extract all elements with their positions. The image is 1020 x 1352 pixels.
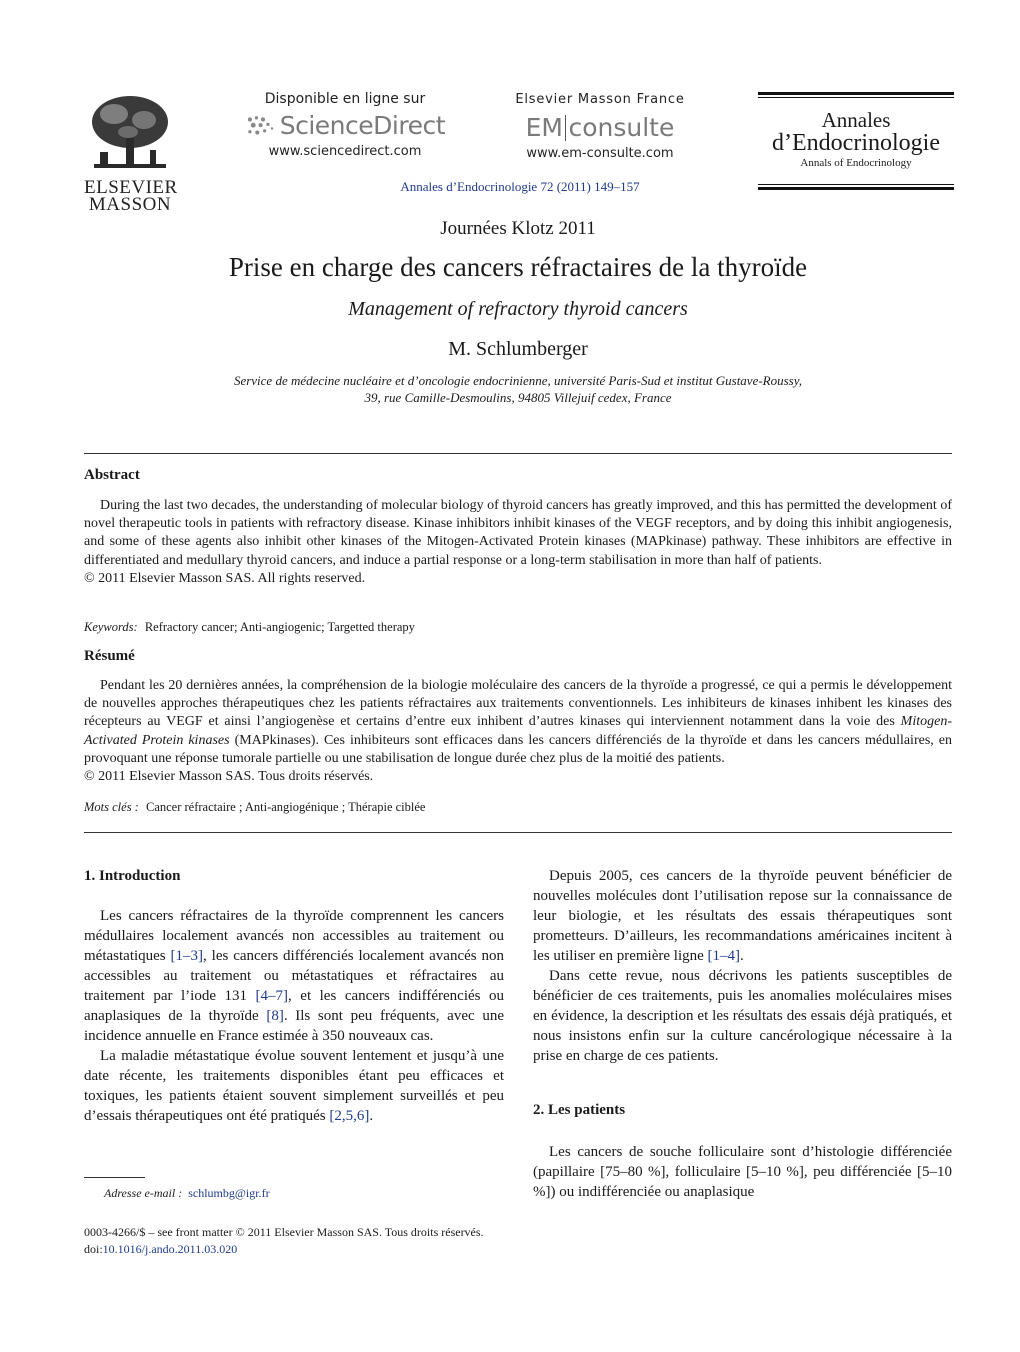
abstract-text: During the last two decades, the understanding of molecular biology of thyroid cancers has greatly improved, and this has permitted the development of novel therapeutic tools in patients with refractory disease. Kinase inhibitors inhibit kinases of the VEGF receptors, and by doing this inhibit angiogenesis, and some of these agents also inhibit other kinases of the Mitogen-Activated Protein kinases (MAPkinase) pathway. These inhibitors are effective in differentiated and medullary thyroid cancers, and induce a partial response or a long-term stabilisation in more than half of patients. xyxy=(84,498,952,568)
patients-body xyxy=(533,1142,952,1202)
mots-cles-list: Cancer réfractaire ; Anti-angiogénique ; Thérapie ciblée xyxy=(145,800,426,814)
email-label: Adresse e-mail : xyxy=(104,1186,183,1200)
abstract-heading: Abstract xyxy=(84,467,140,483)
journal-subtitle: Annals of Endocrinology xyxy=(800,157,912,169)
em-url[interactable]: www.em-consulte.com xyxy=(526,146,674,161)
em-publisher: Elsevier Masson France xyxy=(515,92,685,107)
resume-text: Pendant les 20 dernières années, la compréhension de la biologie moléculaire des cancers de la thyroïde a progressé, ce qui a permis le développement de nouvelles approches thérapeutiques chez les patients réfractaires aux traitements conventionnels. Les inhibiteurs de kinases inhibent les kinases des récepteurs au VEGF et ainsi l’angiogenèse et certains d’entre eux inhibent d’autres kinases qui interviennent notamment dans la voie des Mitogen-Activated Protein kinases (MAPkinases). Ces inhibiteurs sont efficaces dans les cancers différenciés de la thyroïde et dans les cancers médullaires, en provoquant une réponse tumorale partielle ou une stabilisation de longue durée chez plus de la moitié des patients. xyxy=(84,678,952,766)
sciencedirect-block xyxy=(245,90,445,159)
affiliation-line2: 39, rue Camille-Desmoulins, 94805 Villejuif cedex, France xyxy=(364,390,672,405)
sd-url[interactable]: www.sciencedirect.com xyxy=(268,144,422,159)
divider xyxy=(84,453,952,454)
em-brand-left: EM xyxy=(525,113,563,142)
mots-cles-line xyxy=(84,800,425,815)
resume-body xyxy=(84,677,952,786)
keywords-list: Refractory cancer; Anti-angiogenic; Targetted therapy xyxy=(144,620,415,634)
journal-title-line1: Annales xyxy=(821,108,891,132)
column-right xyxy=(533,866,952,1066)
affiliation-line1: Service de médecine nucléaire et d’oncologie endocrinienne, université Paris-Sud et institut Gustave-Roussy, xyxy=(233,373,803,388)
elsevier-tree-icon xyxy=(84,92,176,174)
front-matter-line: 0003-4266/$ – see front matter © 2011 Elsevier Masson SAS. Tous droits réservés. xyxy=(84,1225,484,1239)
citation-link[interactable]: [1–4] xyxy=(707,948,741,964)
abstract-copyright: © 2011 Elsevier Masson SAS. All rights reserved. xyxy=(84,570,366,586)
em-brand xyxy=(500,113,700,142)
article-title: Prise en charge des cancers réfractaires de la thyroïde xyxy=(228,252,808,282)
sd-brand: ScienceDirect xyxy=(279,111,445,140)
keywords-label: Keywords: xyxy=(84,620,138,634)
citation-link[interactable]: [1–3] xyxy=(170,948,204,964)
annales-endocrinologie-logo xyxy=(758,92,954,192)
abstract-body xyxy=(84,497,952,588)
doi-link[interactable]: 10.1016/j.ando.2011.03.020 xyxy=(102,1242,238,1256)
patients-paragraph-1: Les cancers de souche folliculaire sont d’histologie différenciée (papillaire [75–80 %], folliculaire [5–10 %], peu différenciée [5–10 %]) ou indifférenciée ou anaplasique xyxy=(533,1144,952,1200)
section-label: Journées Klotz 2011 xyxy=(440,218,596,239)
email-link[interactable]: schlumbg@igr.fr xyxy=(188,1186,270,1200)
citation-link[interactable]: [2,5,6] xyxy=(329,1108,370,1124)
citation-link[interactable]: [4–7] xyxy=(255,988,289,1004)
mots-cles-label: Mots clés : xyxy=(84,800,139,814)
col2-paragraph-2: Dans cette revue, nous décrivons les patients susceptibles de bénéficier de ces traitements, puis les anomalies moléculaires mises en évidence, la description et les résultats des essais déjà pratiqués, et nous insistons enfin sur la culture cancérologique nécessaire à la prise en charge de ces patients. xyxy=(533,968,952,1064)
footnote-rule xyxy=(84,1177,145,1178)
em-brand-right: consulte xyxy=(568,113,675,142)
resume-heading: Résumé xyxy=(84,648,135,664)
doi-line: doi:10.1016/j.ando.2011.03.020 xyxy=(84,1242,238,1256)
author-name: M. Schlumberger xyxy=(448,338,588,360)
sd-tagline: Disponible en ligne sur xyxy=(264,91,426,107)
patients-heading: 2. Les patients xyxy=(533,1102,626,1118)
divider xyxy=(84,832,952,833)
intro-paragraph-2: La maladie métastatique évolue souvent lentement et jusqu’à une date récente, les traitements disponibles étant peu efficaces et toxiques, les patients étaient souvent simplement surveillés et peu d’essais thérapeutiques ont été pratiqués [2,5,6]. xyxy=(84,1048,504,1124)
col2-paragraph-1: Depuis 2005, ces cancers de la thyroïde peuvent bénéficier de nouvelles molécules dont l’utilisation repose sur la connaissance de leur biologie, et les résultats des essais thérapeutiques sont prometteurs. D’ailleurs, les recommandations américaines incitent à les utiliser en première ligne [1–4]. xyxy=(533,868,952,964)
column-left xyxy=(84,906,504,1126)
journal-title-line2: d’Endocrinologie xyxy=(772,130,940,156)
sd-brand-row xyxy=(245,111,445,140)
journal-citation: Annales d’Endocrinologie 72 (2011) 149–157 xyxy=(400,179,640,194)
intro-heading: 1. Introduction xyxy=(84,868,181,884)
sciencedirect-dots-icon xyxy=(245,112,278,140)
intro-paragraph-1: Les cancers réfractaires de la thyroïde comprennent les cancers médullaires localement avancés non accessibles au traitement ou métastatiques [1–3], les cancers différenciés localement avancés non accessibles au traitement ou métastatiques et réfractaires au traitement par l’iode 131 [4–7], et les cancers indifférenciés ou anaplasiques de la thyroïde [8]. Ils sont peu fréquents, avec une incidence annuelle en France estimée à 350 nouveaux cas. xyxy=(84,908,505,1044)
elsevier-masson-logo xyxy=(84,92,178,215)
masson-wordmark: MASSON xyxy=(88,194,172,215)
keywords-line xyxy=(84,620,415,635)
article-subtitle: Management of refractory thyroid cancers xyxy=(348,298,688,320)
front-matter xyxy=(84,1224,484,1258)
resume-copyright: © 2011 Elsevier Masson SAS. Tous droits réservés. xyxy=(84,769,374,785)
email-footnote xyxy=(104,1186,270,1201)
citation-link[interactable]: [8] xyxy=(266,1008,284,1024)
elsevier-wordmark: ELSEVIER xyxy=(84,177,178,198)
affiliation xyxy=(84,372,952,406)
em-consulte-block xyxy=(500,90,700,161)
